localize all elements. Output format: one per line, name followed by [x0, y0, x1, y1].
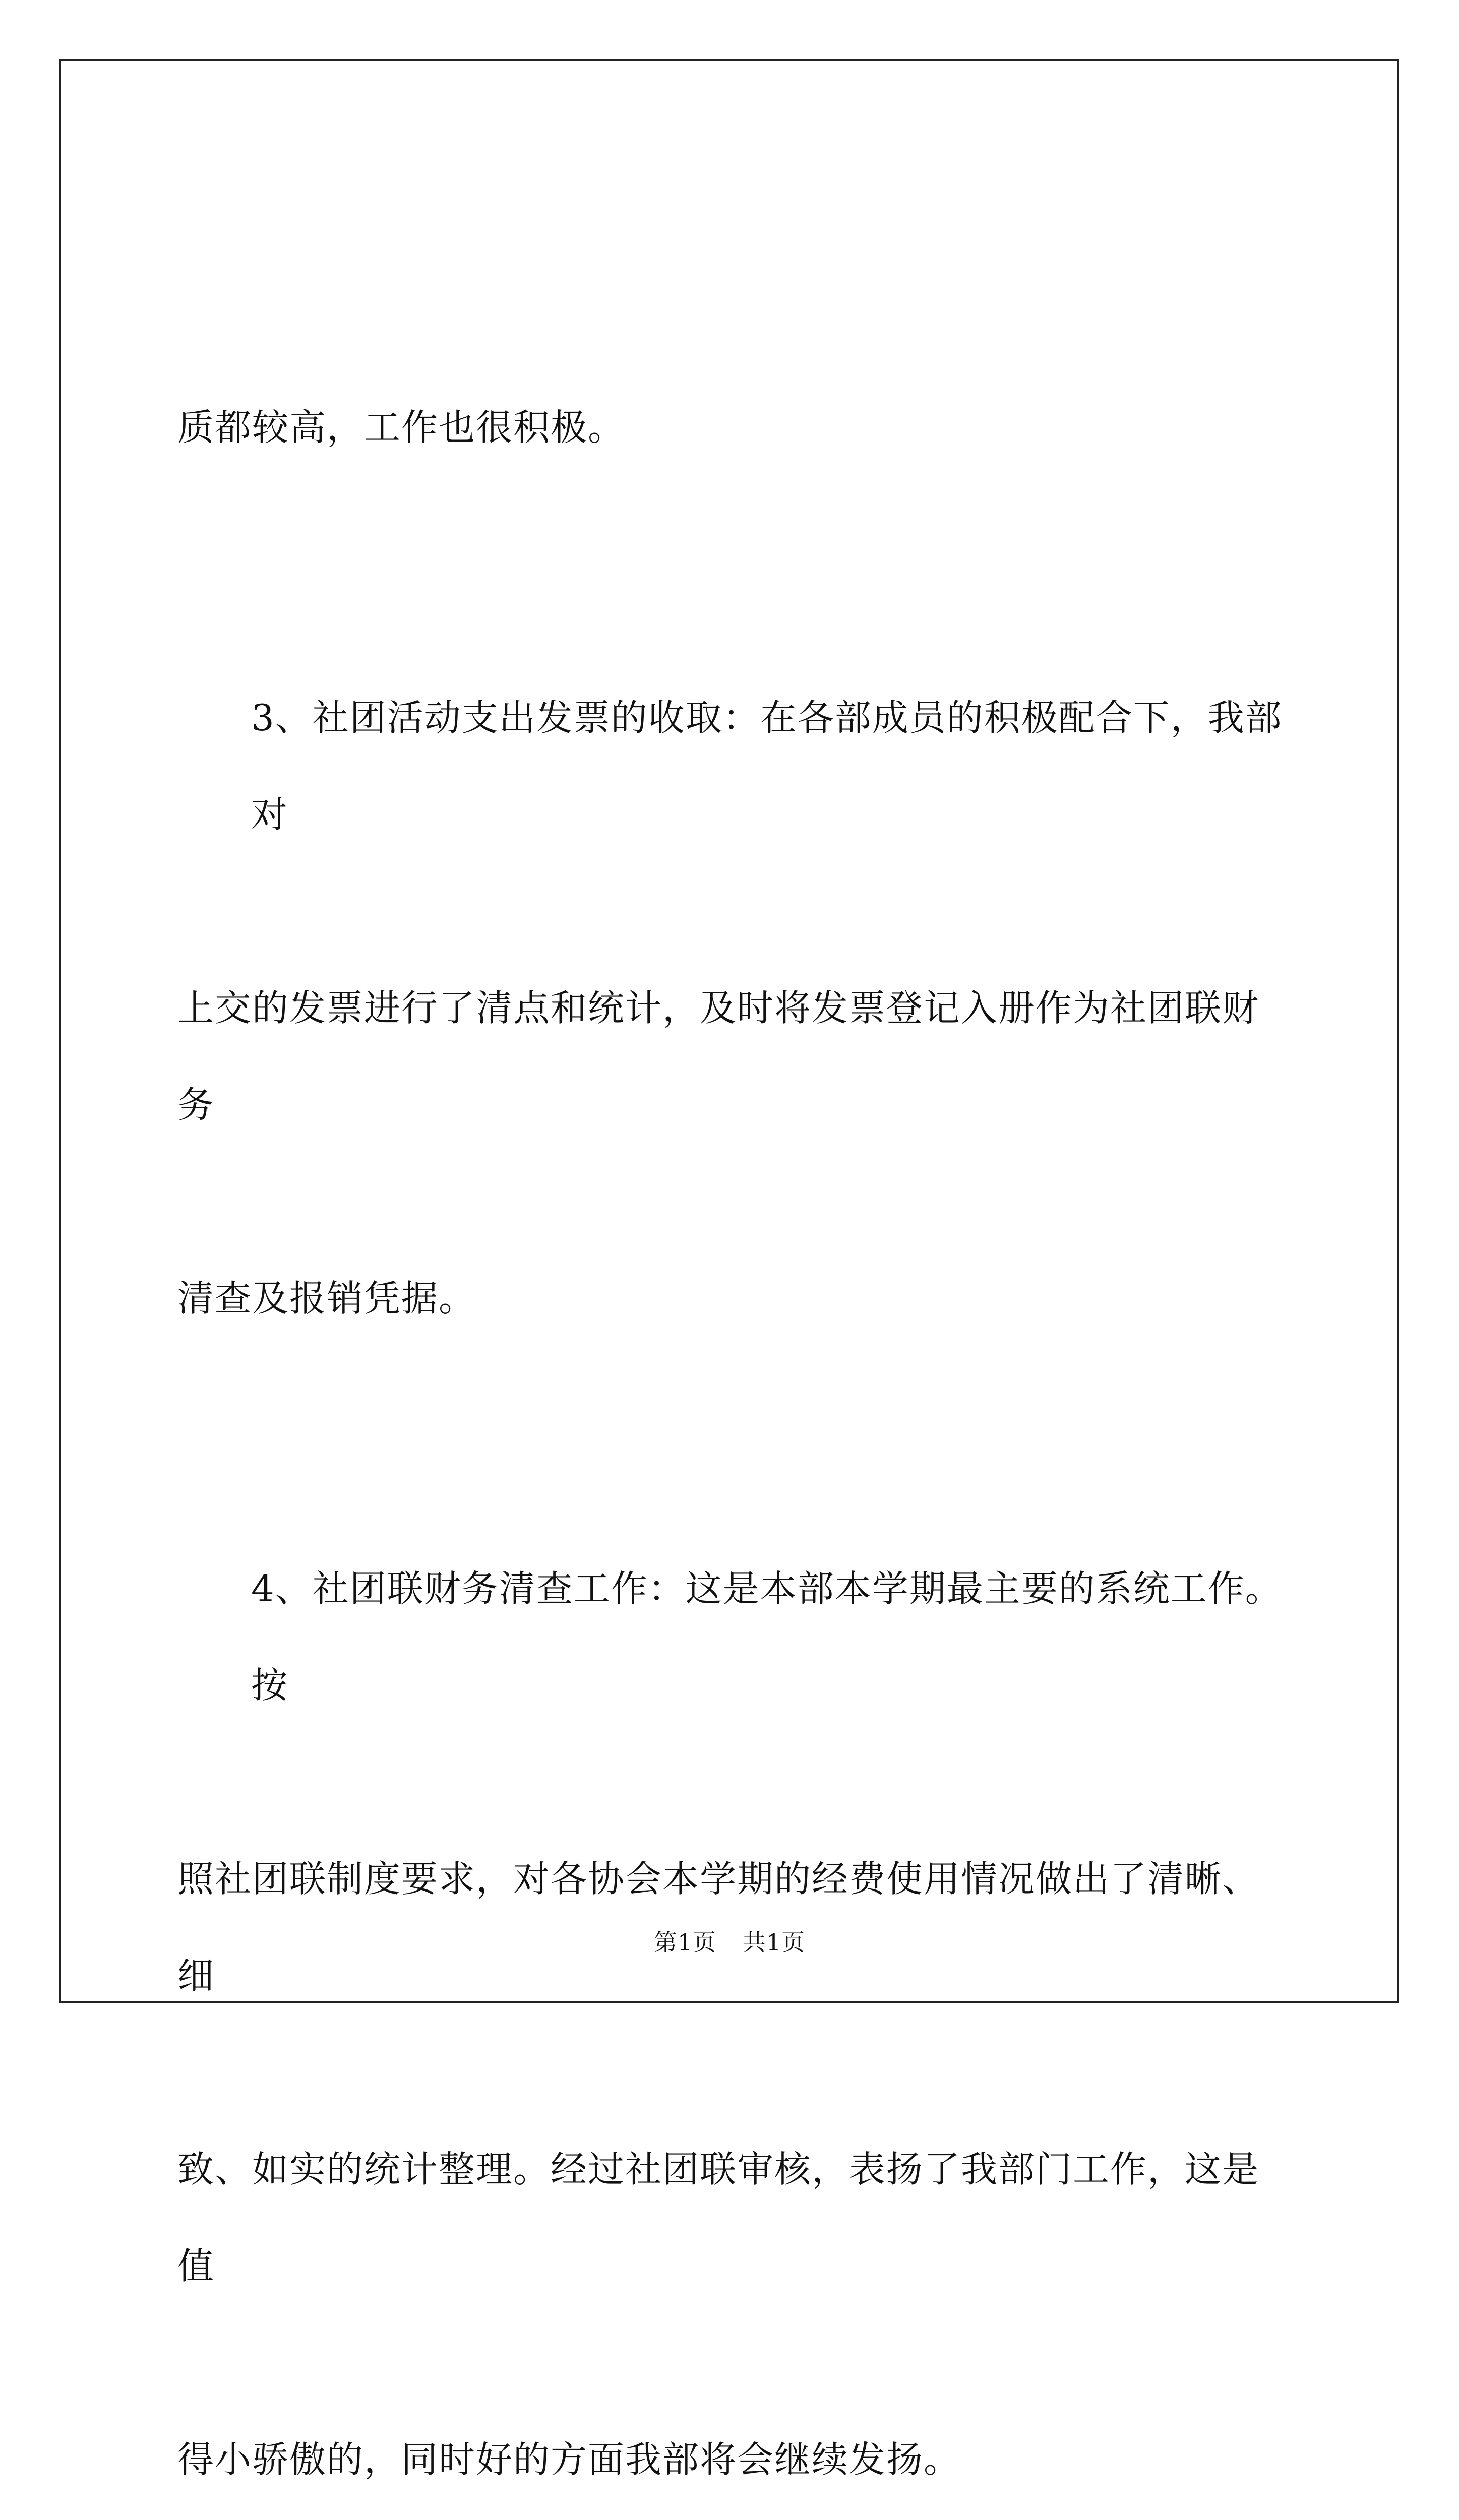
- text-line: 质都较高，工作也很积极。: [177, 406, 626, 449]
- text-line: 清查及报销凭据。: [177, 1277, 476, 1319]
- text-line: 得小骄傲的，同时好的方面我部将会继续发扬。: [177, 2438, 961, 2481]
- page-number-current: 第1页: [653, 1929, 717, 1956]
- page-footer: [0, 1924, 1459, 1958]
- text-line: 4、社团联财务清查工作：这是本部本学期最主要的系统工作。按: [251, 1567, 1283, 1707]
- document-text: [177, 185, 1287, 2520]
- text-line: 照社团联制度要求，对各协会本学期的经费使用情况做出了清晰、细: [177, 1858, 1260, 1997]
- text-line: 上交的发票进行了清点和统计，及时将发票登记入册作为社团联财务: [177, 987, 1260, 1126]
- page-number-total: 共1页: [742, 1929, 806, 1956]
- text-line: 致、如实的统计整理。经过社团联审核，表扬了我部门工作，这是值: [177, 2148, 1260, 2287]
- document-body: [177, 185, 1287, 2520]
- text-line: 3、社团活动支出发票的收取：在各部成员的积极配合下，我部对: [251, 697, 1283, 836]
